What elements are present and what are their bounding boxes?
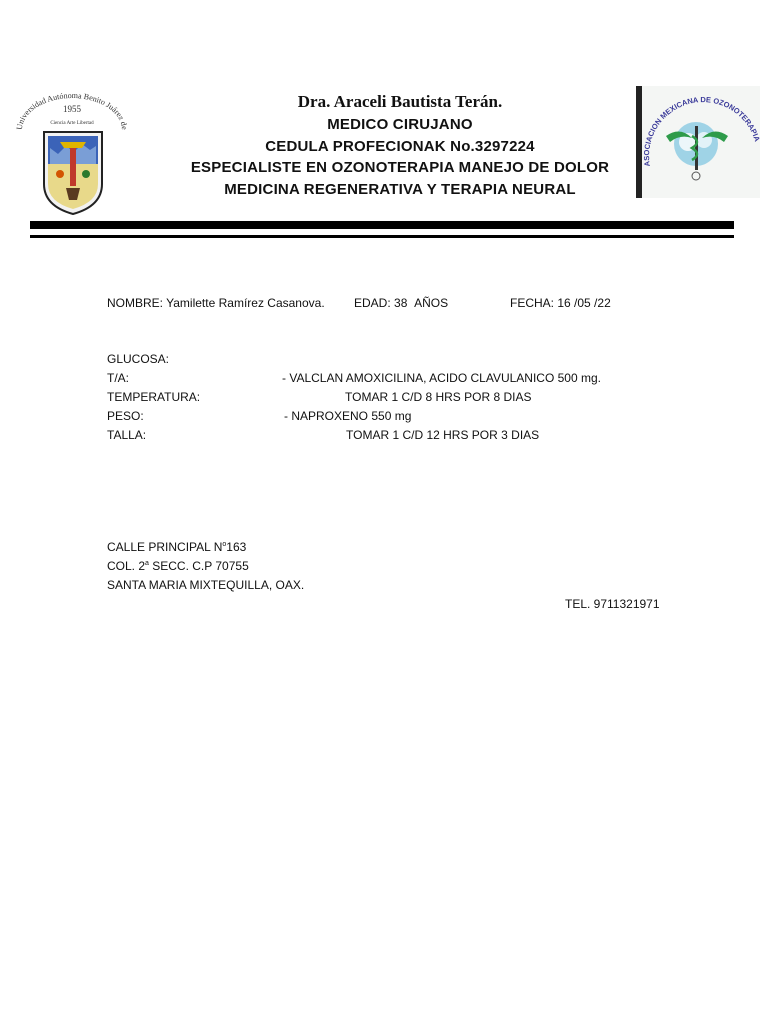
address-colonia [107,559,249,573]
date-field [510,296,611,310]
header-line-license: CEDULA PROFECIONAK No.3297224 [265,138,535,155]
vital-peso: PESO: [107,409,144,423]
medication-2: - NAPROXENO 550 mg [284,409,412,423]
university-arc-text: Universidad Autónoma Benito Juárez de [14,90,130,131]
medication-1-dose: TOMAR 1 C/D 8 HRS POR 8 DIAS [345,390,532,404]
patient-name-field [107,296,325,310]
university-motto: Ciencia Arte Libertad [50,121,94,126]
address-street-number: 163 [226,540,247,554]
university-year: 1955 [63,104,81,114]
patient-age-label: EDAD: [354,296,391,310]
vital-talla: TALLA: [107,428,147,442]
phone-number: TEL. 9711321971 [565,597,660,611]
doctor-name: Dra. Araceli Bautista Terán. [297,92,503,111]
header-line-regenerative: MEDICINA REGENERATIVA Y TERAPIA NEURAL [224,181,576,198]
address-col-prefix: COL. 2 [107,559,146,573]
patient-age-unit: AÑOS [414,296,449,310]
vital-temperatura: TEMPERATURA: [107,390,201,404]
vital-ta: T/A: [107,371,130,385]
date-label: FECHA: [510,296,555,310]
association-arc-text: ASOCIACION MEXICANA DE OZONOTERAPI [642,95,760,168]
patient-name-label: NOMBRE: [107,296,164,310]
medication-2-dose: TOMAR 1 C/D 12 HRS POR 3 DIAS [346,428,540,442]
vital-glucosa: GLUCOSA: [107,352,170,366]
address-col-rest: SECC. C.P 70755 [148,559,249,573]
address-col-sup: a [145,560,149,567]
patient-age-value: 38 [394,296,408,310]
address-city: SANTA MARIA MIXTEQUILLA, OAX. [107,578,305,592]
header-line-ozonotherapy: ESPECIALISTE EN OZONOTERAPIA MANEJO DE DOLOR [190,159,610,176]
address-street-sup: o [222,541,227,548]
date-value: 16 /05 /22 [557,296,611,310]
address-street [107,540,246,554]
patient-name-value: Yamilette Ramírez Casanova. [166,296,325,310]
patient-age-field [354,296,448,310]
header-divider-thin [30,235,734,238]
medication-1: - VALCLAN AMOXICILINA, ACIDO CLAVULANICO 500 mg. [282,371,601,385]
header-line-specialty: MEDICO CIRUJANO [327,116,473,133]
header-divider-thick [30,221,734,229]
address-street-prefix: CALLE PRINCIPAL N [107,540,223,554]
